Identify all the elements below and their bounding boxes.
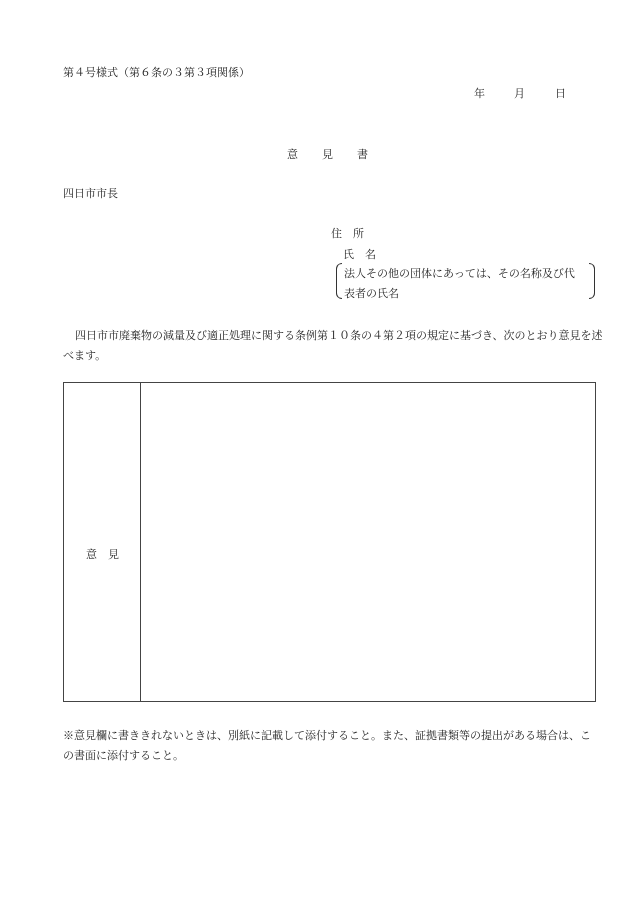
document-title-char-2: 見 bbox=[322, 148, 333, 161]
opinion-label: 意 見 bbox=[86, 548, 119, 561]
opinion-divider bbox=[140, 383, 141, 701]
document-title-char-3: 書 bbox=[357, 148, 368, 161]
date-day-label: 日 bbox=[555, 87, 566, 100]
address-label: 住 所 bbox=[331, 227, 364, 240]
date-year-label: 年 bbox=[474, 87, 485, 100]
document-title-char-1: 意 bbox=[287, 148, 298, 161]
corporation-note-line-1: 法人その他の団体にあっては、その名称及び代 bbox=[344, 267, 575, 280]
body-statement: 四日市市廃棄物の減量及び適正処理に関する条例第１０条の４第２項の規定に基づき、次のとおり意見を述べます。 bbox=[63, 329, 603, 362]
footnote: ※意見欄に書ききれないときは、別紙に記載して添付すること。また、証拠書類等の提出がある場合は、この書面に添付すること。 bbox=[63, 729, 591, 762]
corporation-note-line-2: 表者の氏名 bbox=[344, 287, 399, 300]
opinion-input-area[interactable] bbox=[142, 384, 594, 700]
date-month-label: 月 bbox=[514, 87, 525, 100]
form-number: 第４号様式（第６条の３第３項関係） bbox=[63, 66, 250, 79]
opinion-table bbox=[63, 382, 596, 702]
name-label: 氏 名 bbox=[343, 248, 376, 261]
addressee: 四日市市長 bbox=[63, 187, 118, 200]
